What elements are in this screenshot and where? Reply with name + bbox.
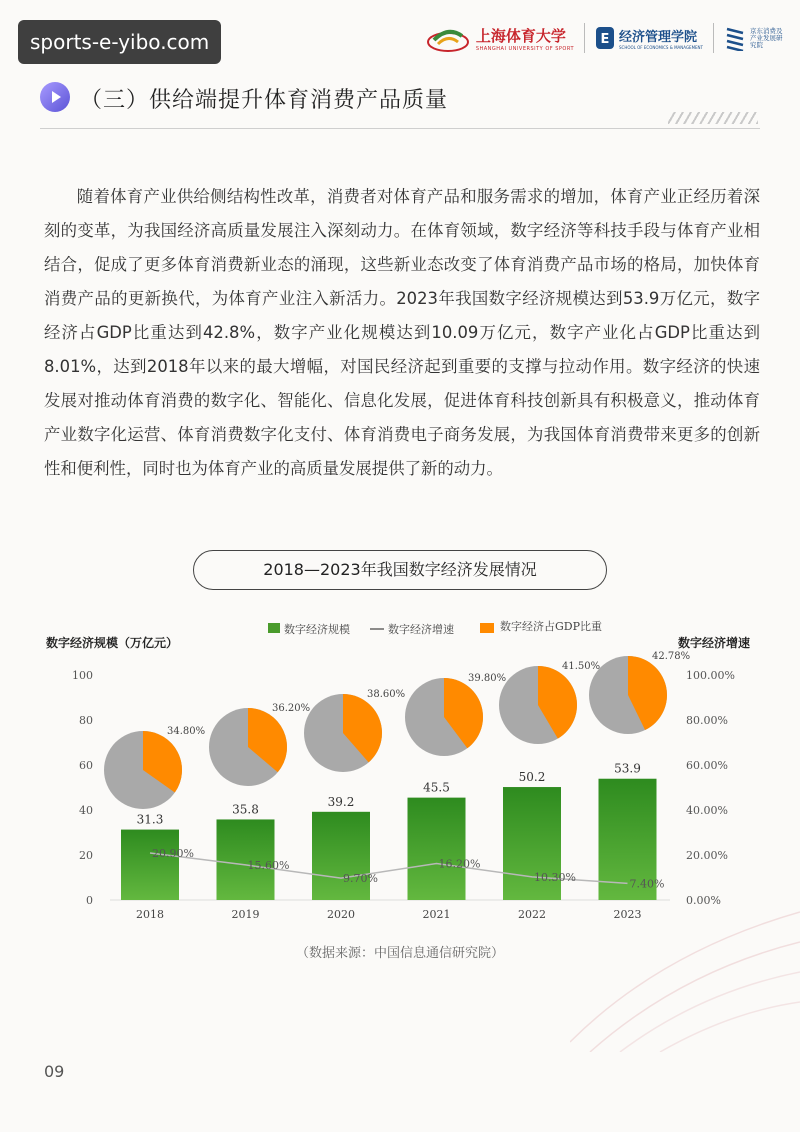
- digital-economy-chart: [0, 605, 800, 935]
- x-tick-label: 2020: [327, 908, 355, 921]
- logo-divider: [584, 23, 585, 53]
- hatch-decoration: [668, 112, 758, 124]
- institute-emblem-icon: [724, 25, 746, 51]
- watermark: sports-e-yibo.com: [18, 20, 221, 64]
- school-name: 经济管理学院: [619, 30, 698, 45]
- background-swirl-decoration: [570, 892, 800, 1052]
- legend-label-bar: 数字经济规模: [284, 623, 350, 636]
- logo-divider: [713, 23, 714, 53]
- y2-tick-label: 60.00%: [686, 759, 728, 772]
- y-tick-label: 20: [79, 849, 93, 862]
- bar-value-label: 50.2: [518, 770, 546, 785]
- section-header: [40, 80, 760, 128]
- y-tick-label: 100: [72, 669, 93, 682]
- school-emblem-icon: [595, 26, 615, 50]
- bar-value-label: 35.8: [232, 802, 259, 817]
- y2-tick-label: 80.00%: [686, 714, 728, 727]
- legend-swatch-bar: [268, 623, 280, 633]
- y-tick-label: 80: [79, 714, 93, 727]
- data-source: （数据来源：中国信息通信研究院）: [295, 946, 504, 961]
- pie-share-label: 36.20%: [272, 703, 311, 714]
- university-logo: [426, 24, 574, 52]
- y-tick-label: 40: [79, 804, 93, 817]
- y2-tick-label: 40.00%: [686, 804, 728, 817]
- chart-title: 2018—2023年我国数字经济发展情况: [193, 550, 607, 590]
- bar-value-label: 45.5: [423, 780, 450, 795]
- bar-2018: [121, 830, 179, 900]
- x-tick-label: 2018: [136, 908, 164, 921]
- pie-share-label: 39.80%: [468, 673, 507, 684]
- page-number: 09: [44, 1062, 65, 1081]
- bar-2020: [312, 812, 370, 900]
- body-paragraph: 随着体育产业供给侧结构性改革，消费者对体育产品和服务需求的增加，体育产业正经历着深刻的变革，为我国经济高质量发展注入深刻动力。在体育领域，数字经济等科技手段与体育产业相结合，促成了更多体育消费新业态的涌现，这些新业态改变了体育消费产品市场的格局，加快体育消费产品的更新换代，为体育产业注入新活力。2023年我国数字经济规模达到53.9万亿元，数字经济占GDP比重达到42.8%，数字产业化规模达到10.09万亿元，数字产业化占GDP比重达到8.01%，达到2018年以来的最大增幅，对国民经济起到重要的支撑与拉动作用。数字经济的快速发展对推动体育消费的数字化、智能化、信息化发展，促进体育科技创新具有积极意义，推动体育产业数字化运营、体育消费数字化支付、体育消费电子商务发展，为我国体育消费带来更多的创新性和便利性，同时也为体育产业的高质量发展提供了新的动力。: [44, 187, 760, 479]
- growth-label: 10.30%: [534, 870, 576, 884]
- y-tick-label: 60: [79, 759, 93, 772]
- school-logo: [595, 26, 703, 50]
- growth-label: 20.90%: [152, 846, 194, 860]
- legend-swatch-pie: [480, 623, 494, 633]
- growth-label: 9.70%: [343, 872, 378, 886]
- y-tick-label: 0: [86, 894, 93, 907]
- section-title: （三）供给端提升体育消费产品质量: [80, 88, 449, 113]
- y2-tick-label: 0.00%: [686, 894, 721, 907]
- bar-value-label: 39.2: [327, 794, 355, 809]
- legend-label-line: 数字经济增速: [388, 623, 454, 636]
- institute-name: 京东消费及产业发展研究院: [750, 26, 783, 49]
- svg-text:E: E: [600, 32, 610, 47]
- growth-label: 16.20%: [438, 857, 481, 871]
- y-axis-label: 数字经济规模（万亿元）: [46, 636, 179, 650]
- university-name-en: SHANGHAI UNIVERSITY OF SPORT: [475, 45, 575, 52]
- school-name-en: SCHOOL OF ECONOMICS & MANAGEMENT: [619, 45, 703, 50]
- play-icon: [40, 82, 70, 112]
- header-logos: [426, 18, 786, 58]
- legend-label-pie: 数字经济占GDP比重: [500, 620, 603, 633]
- growth-label: 15.60%: [247, 858, 290, 872]
- pie-share-label: 41.50%: [562, 661, 601, 672]
- pie-share-label: 38.60%: [367, 689, 406, 700]
- bar-value-label: 31.3: [136, 812, 164, 827]
- x-tick-label: 2019: [231, 908, 260, 921]
- x-tick-label: 2022: [518, 908, 546, 921]
- university-name: 上海体育大学: [475, 26, 566, 45]
- bar-value-label: 53.9: [614, 761, 641, 776]
- pie-share-label: 34.80%: [167, 726, 206, 737]
- bar-2021: [408, 798, 466, 900]
- university-emblem-icon: [426, 24, 470, 52]
- x-tick-label: 2023: [613, 908, 642, 921]
- y2-tick-label: 20.00%: [686, 849, 728, 862]
- x-tick-label: 2021: [422, 908, 451, 921]
- growth-label: 7.40%: [629, 877, 665, 891]
- y2-tick-label: 100.00%: [686, 669, 735, 682]
- pie-share-label: 42.78%: [652, 651, 691, 662]
- y2-axis-label: 数字经济增速: [678, 636, 751, 650]
- institute-logo: [724, 25, 786, 51]
- section-divider: [40, 128, 760, 129]
